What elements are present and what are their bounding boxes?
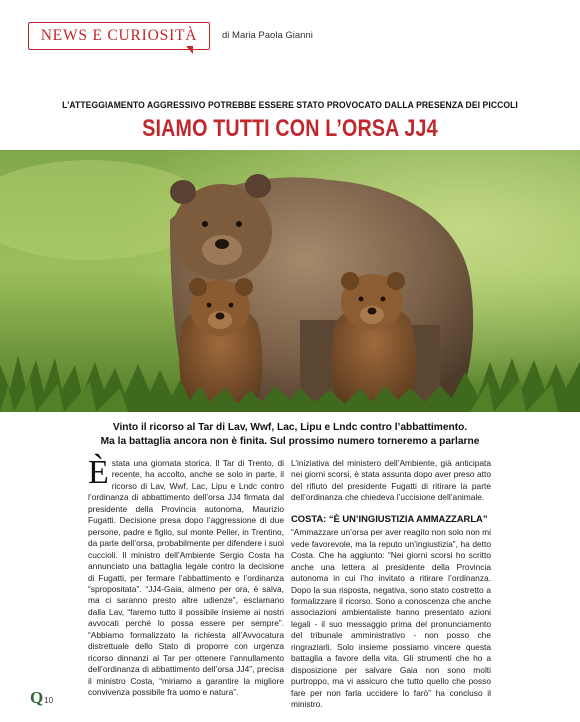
rubric-speech-tail: [186, 46, 193, 54]
page-number: 10: [44, 696, 54, 705]
bear-photo: [0, 150, 580, 412]
body-column-right: [291, 458, 491, 711]
section-subhead: COSTA: “È UN’INGIUSTIZIA AMMAZZARLA”: [291, 512, 488, 524]
article-headline: SIAMO TUTTI CON L’ORSA JJ4: [142, 115, 438, 142]
magazine-logo: Q: [30, 688, 44, 707]
right-column-paragraph-2: “Ammazzare un’orsa per aver reagito non solo non mi vede favorevole, ma la reputo un’ingiustizia”, ha detto Costa. Che ha aggiunto: “Nei giorni scorsi ho scritto anche una lettera al presidente della Provincia autonoma in cui l’ho invitato a ritirare l’ordinanza. Dopo la sua risposta, negativa, sono stato costretto a formalizzare il ricorso. Sono a conoscenza che anche associazioni ambientaliste hanno presentato azioni legali - il suo messaggio prima del pronunciamento del tribunale amministrativo - non posso che ringraziarli. Solo insieme possiamo vincere questa battaglia a favore della vita. Gli strumenti che ho a disposizione per salvare Gaia non sono molti purtroppo, ma vi assicuro che tutto quello che posso fare per non farla uccidere lo farò” ha concluso il ministro.: [291, 527, 491, 710]
page-footer: [30, 690, 53, 706]
body-column-left: [88, 454, 284, 699]
left-column-text: stata una giornata storica. Il Tar di Trento, di recente, ha accolto, anche se solo in parte, il ricorso di Lav, Wwf, Lac, Lipu e Lndc contro l’ordinanza di abbattimento dell’orsa JJ4 firmata dal presidente della Provincia autonoma, Maurizio Fugatti. Decisione presa dopo l’aggressione di due persone, padre e figlio, sul monte Peller, in Trentino, da parte dell’orsa, probabilmente per difendere i suoi cuccioli. Il ministro dell’Ambiente Sergio Costa ha annunciato una battaglia legale contro la decisione di Fugatti, per fermare l’abbattimento e l’ordinanza “spropositata”. “JJ4-Gaia, almeno per ora, è salva, ma ci saranno presto altre udienze”, esclamano dalla Lav, “faremo tutto il possibile insieme ai nostri avvocati perché lo possa essere per sempre”. “Abbiamo formalizzato la richiesta all’Avvocatura distrettuale dello Stato di proporre con urgenza ricorso dinnanzi al Tar per ottenere l’annullamento dell’ordinanza di abbattimento dell’orsa JJ4”, precisa il ministro Costa, “miriamo a garantire la migliore convivenza possibile fra uomo e natura”.: [88, 458, 284, 698]
standfirst-line-2: Ma la battaglia ancora non è finita. Sul prossimo numero torneremo a parlarne: [100, 436, 480, 447]
right-column-paragraph-1: L’iniziativa del ministero dell’Ambiente, già anticipata nei giorni scorsi, è stata assunta dopo aver preso atto del rifiuto del presidente Fugatti di ritirare la parte dell’ordinanza che chiedeva l’uccisione dell’animale.: [291, 458, 491, 503]
author-byline: di Maria Paola Gianni: [222, 30, 313, 41]
body-paragraph: [88, 454, 284, 699]
section-rubric-label: NEWS E CURIOSITÀ: [40, 27, 198, 44]
article-standfirst: [0, 421, 580, 449]
section-rubric: [28, 22, 210, 50]
article-kicker: L’ATTEGGIAMENTO AGGRESSIVO POTREBBE ESSERE STATO PROVOCATO DALLA PRESENZA DEI PICCOLI: [62, 100, 518, 110]
standfirst-line-1: Vinto il ricorso al Tar di Lav, Wwf, Lac, Lipu e Lndc contro l’abbattimento.: [112, 422, 468, 433]
drop-cap: È: [88, 454, 109, 491]
